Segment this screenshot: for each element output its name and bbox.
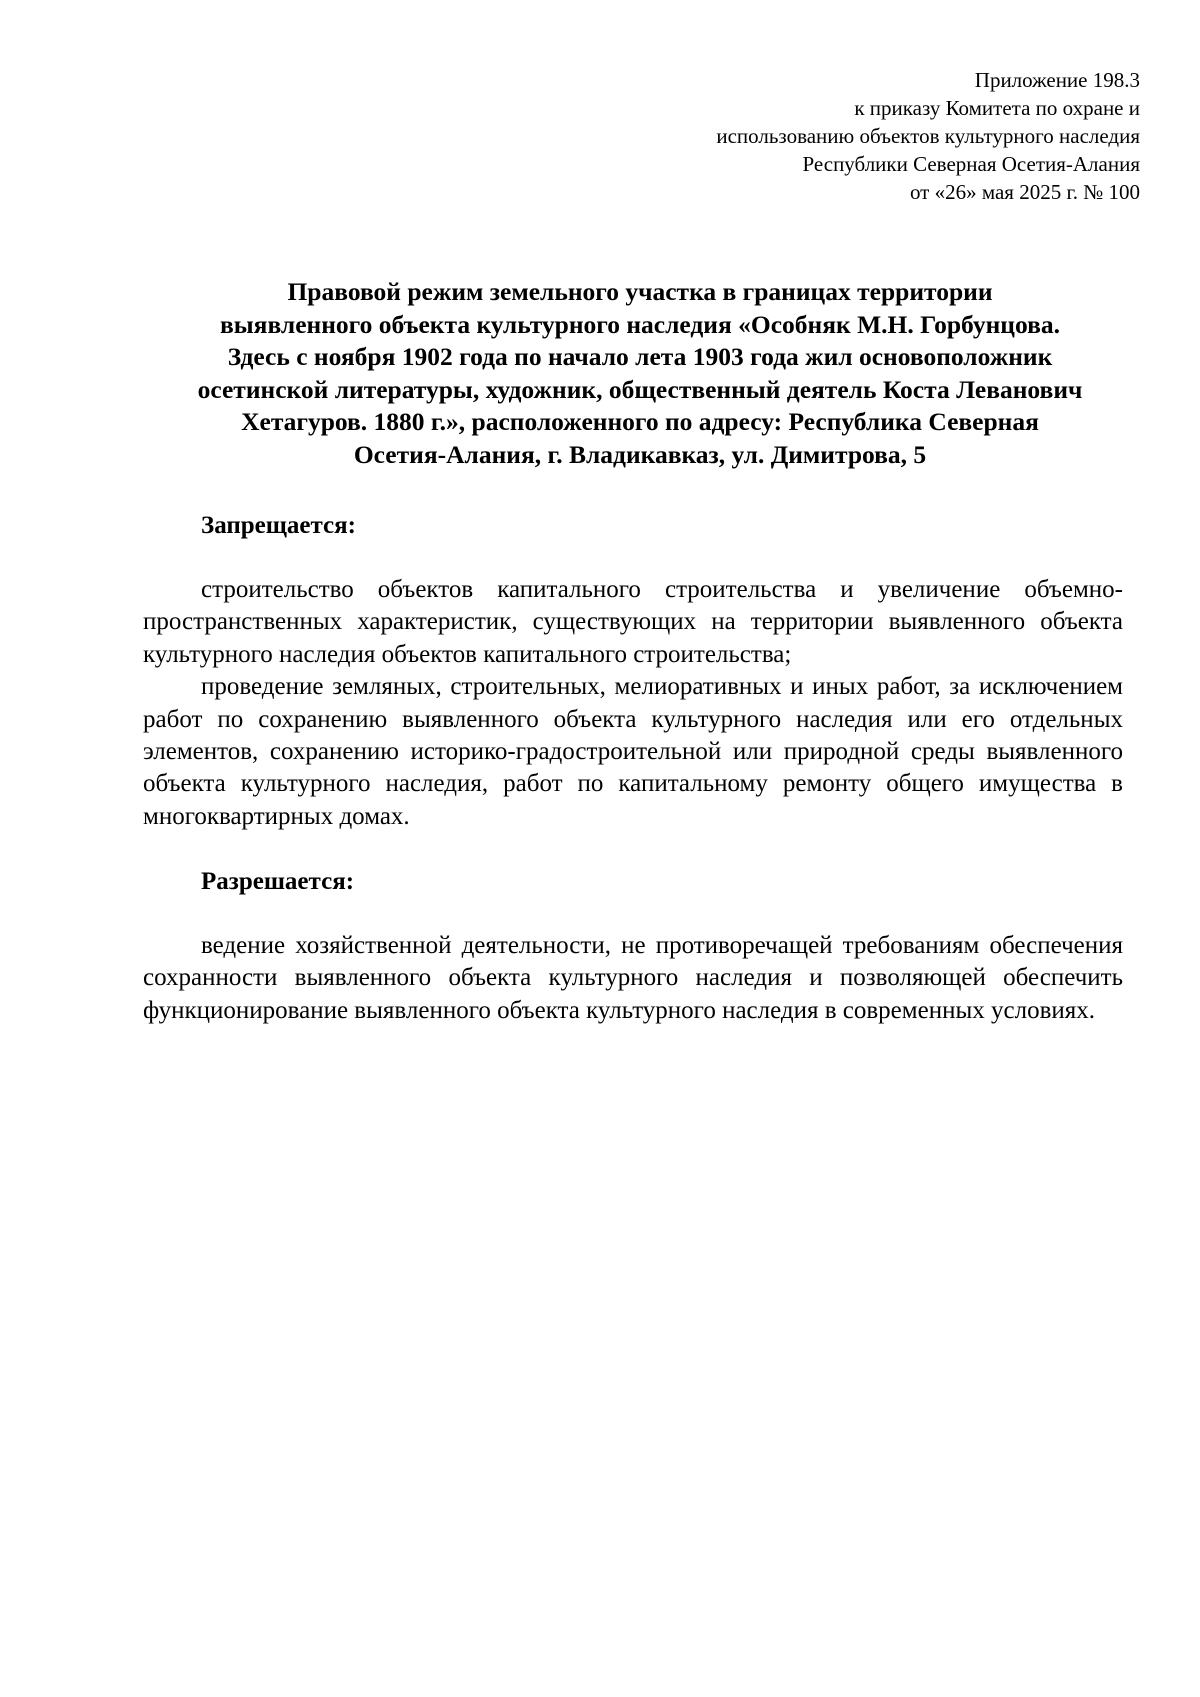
prohibited-item: строительство объектов капитального строительства и увеличение объемно-пространственных характеристик, существующих на территории выявленного объекта культурного наследия объектов капитального строительства; [143,576,1123,668]
prohibited-heading: Запрещается: [201,512,357,539]
appendix-reference [540,66,1140,206]
appendix-order-line: к приказу Комитета по охране и [854,96,1140,120]
allowed-item: ведение хозяйственной деятельности, не противоречащей требованиям обеспечения сохранности выявленного объекта культурного наследия и позволяющей обеспечить функционирование выявленного объекта культурного наследия в современных условиях. [143,932,1123,1024]
appendix-committee-line: использованию объектов культурного наследия [716,124,1140,148]
title-line: Здесь с ноября 1902 года по начало лета 1903 года жил основоположник [227,342,1053,371]
title-line: осетинской литературы, художник, общественный деятель Коста Леванович [197,374,1083,404]
allowed-list [143,930,1123,1027]
appendix-number: Приложение 198.3 [974,68,1140,92]
title-line: Правовой режим земельного участка в границах территории [287,277,993,306]
title-line: выявленного объекта культурного наследия «Особняк М.Н. Горбунцова. [220,309,1060,339]
appendix-date-line: от «26» мая 2025 г. № 100 [909,180,1140,204]
prohibited-item: проведение земляных, строительных, мелиоративных и иных работ, за исключением работ по сохранению выявленного объекта культурного наследия или его отдельных элементов, сохранению историко-градостроительной или природной среды выявленного объекта культурного наследия, работ по капитальному ремонту общего имущества в многоквартирных домах. [143,673,1123,830]
appendix-republic-line: Республики Северная Осетия-Алания [802,152,1140,176]
title-line: Осетия-Алания, г. Владикавказ, ул. Димитрова, 5 [353,439,927,469]
prohibited-list [143,574,1123,833]
document-title [140,276,1140,471]
allowed-heading: Разрешается: [201,868,355,895]
title-line: Хетагуров. 1880 г.», расположенного по адресу: Республика Северная [241,407,1039,436]
